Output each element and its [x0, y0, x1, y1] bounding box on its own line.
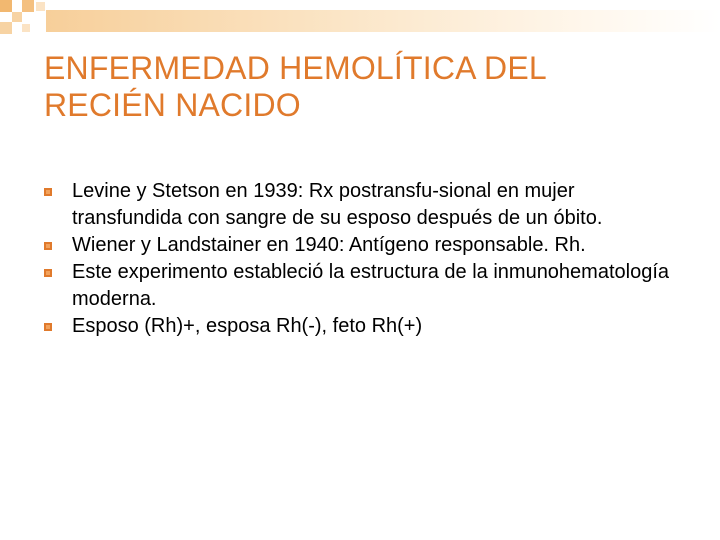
bullet-item: [44, 232, 684, 259]
title-accent-bar: [46, 10, 720, 32]
decorative-square: [22, 24, 30, 32]
slide-title-line-1: ENFERMEDAD HEMOLÍTICA DEL: [44, 50, 547, 86]
decorative-square: [0, 0, 12, 12]
square-bullet-icon: [44, 188, 52, 196]
square-bullet-icon: [44, 323, 52, 331]
decorative-square: [12, 12, 22, 22]
bullet-text: Wiener y Landstainer en 1940: Antígeno responsable. Rh.: [72, 234, 586, 256]
bullet-text: Levine y Stetson en 1939: Rx postransfu-sional en mujer transfundida con sangre de su esposo después de un óbito.: [72, 180, 603, 229]
bullet-text: Este experimento estableció la estructura de la inmunohematología moderna.: [72, 261, 670, 310]
bullet-item: [44, 313, 684, 340]
decorative-square: [36, 2, 45, 11]
bullet-item: [44, 178, 684, 232]
square-bullet-icon: [44, 269, 52, 277]
bullet-item: [44, 259, 684, 313]
slide-title: [44, 50, 684, 124]
decorative-square: [0, 22, 12, 34]
decorative-square: [22, 0, 34, 12]
bullet-list: [44, 178, 684, 340]
slide-title-line-2: RECIÉN NACIDO: [44, 87, 301, 123]
square-bullet-icon: [44, 242, 52, 250]
bullet-text: Esposo (Rh)+, esposa Rh(-), feto Rh(+): [72, 315, 423, 337]
